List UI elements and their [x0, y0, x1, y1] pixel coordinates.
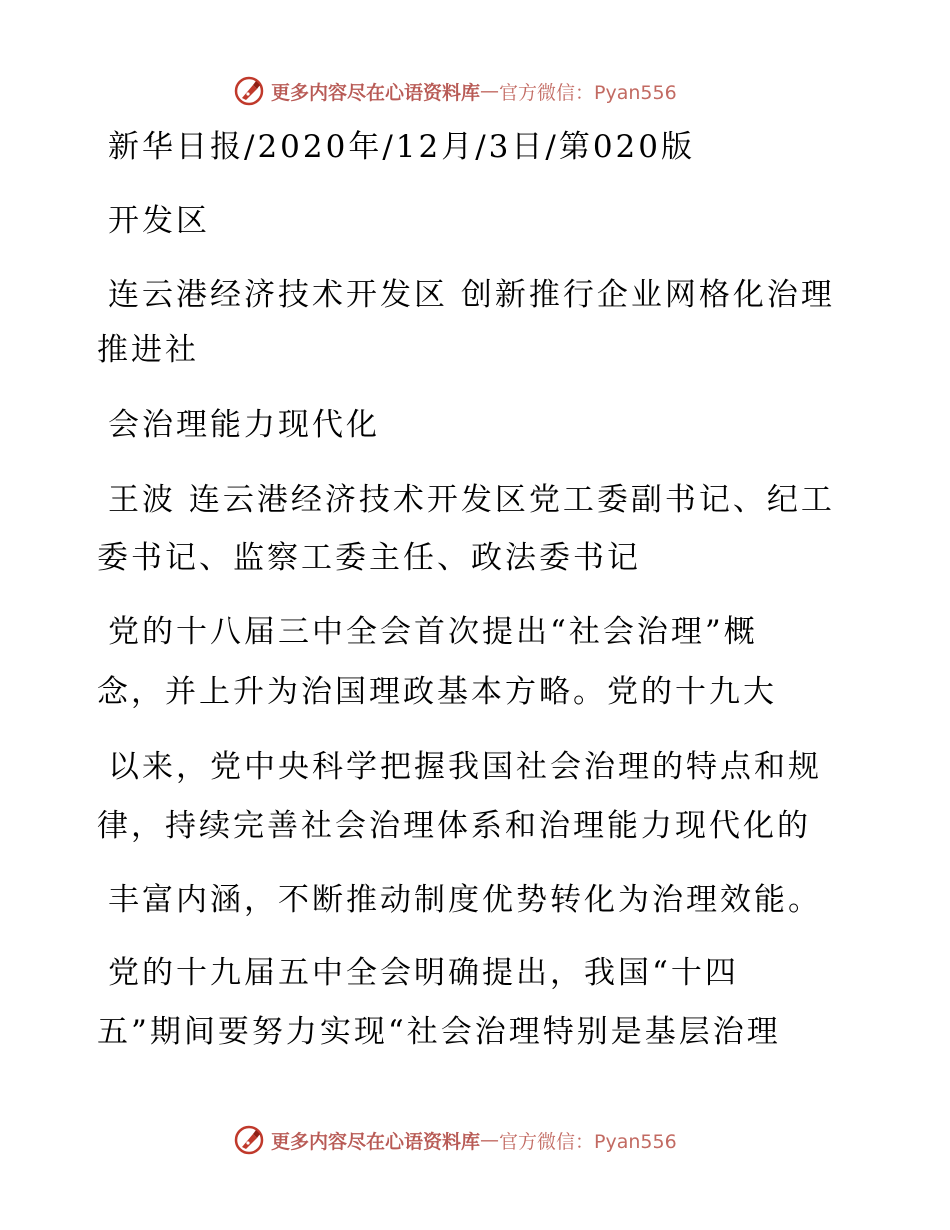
watermark-contact: 官方微信：Pyan556 — [499, 1130, 677, 1153]
header-watermark — [233, 71, 677, 111]
watermark-dash: — — [480, 1129, 500, 1151]
author-line-2: 委书记、监察工委主任、政法委书记 — [97, 540, 641, 576]
pen-nib-logo-icon — [233, 1124, 265, 1156]
paragraph-line: 以来，党中央科学把握我国社会治理的特点和规 — [108, 749, 822, 785]
paragraph-line: 五”期间要努力实现“社会治理特别是基层治理 — [97, 1014, 781, 1050]
pen-nib-logo-icon — [233, 75, 265, 107]
article-title-line-3: 会治理能力现代化 — [108, 407, 380, 443]
paragraph-line: 党的十八届三中全会首次提出“社会治理”概 — [108, 614, 758, 650]
article-title-line-2: 推进社 — [97, 332, 199, 368]
paragraph-line: 党的十九届五中全会明确提出，我国“十四 — [108, 955, 739, 991]
paragraph-line: 律，持续完善社会治理体系和治理能力现代化的 — [97, 808, 811, 844]
watermark-contact: 官方微信：Pyan556 — [499, 81, 677, 104]
paragraph-line: 念，并上升为治国理政基本方略。党的十九大 — [97, 674, 777, 710]
watermark-main-text: 更多内容尽在心语资料库 — [271, 81, 481, 104]
paragraph-line: 丰富内涵，不断推动制度优势转化为治理效能。 — [108, 882, 822, 918]
watermark-dash: — — [480, 80, 500, 102]
footer-watermark — [233, 1120, 677, 1160]
article-title-line-1: 连云港经济技术开发区 创新推行企业网格化治理 — [108, 277, 835, 313]
source-line: 新华日报/2020年/12月/3日/第020版 — [108, 129, 696, 165]
author-line-1: 王波 连云港经济技术开发区党工委副书记、纪工 — [108, 482, 835, 518]
section-label: 开发区 — [108, 203, 210, 239]
watermark-main-text: 更多内容尽在心语资料库 — [271, 1130, 481, 1153]
